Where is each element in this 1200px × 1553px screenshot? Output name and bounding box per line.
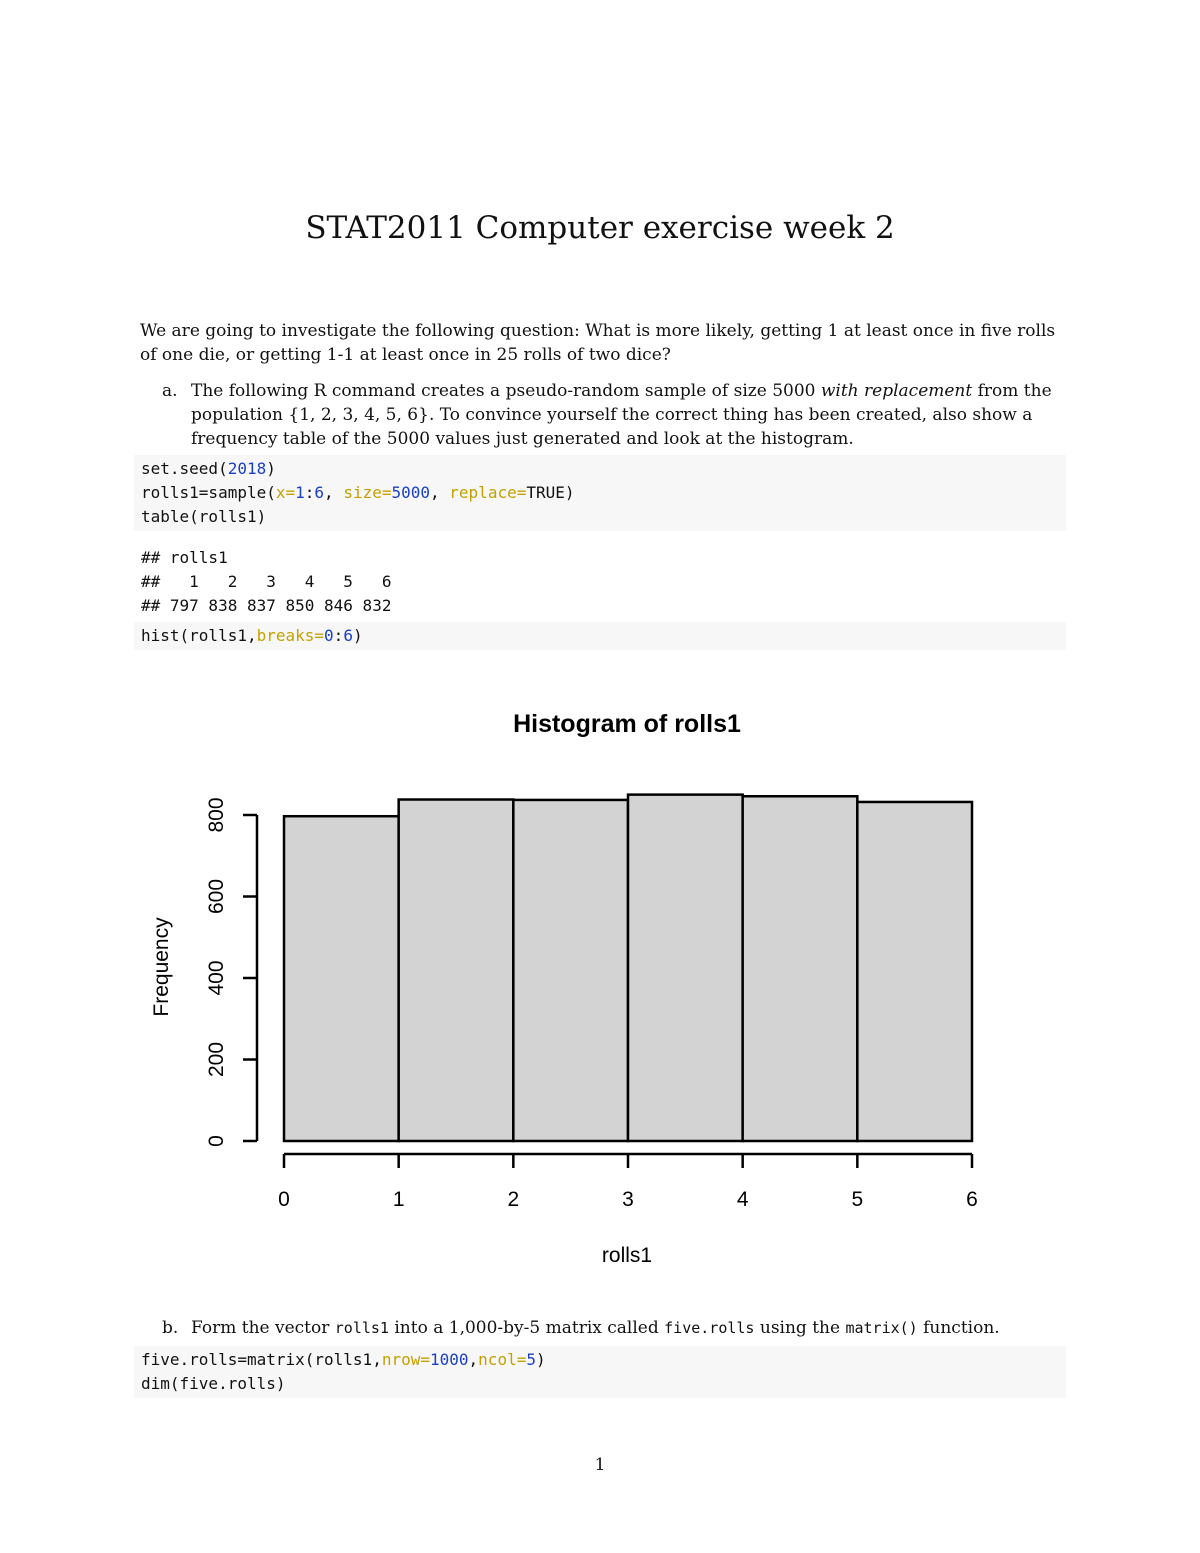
code-line: set.seed(2018) <box>141 459 276 478</box>
code-line: rolls1=sample(x=1:6, size=5000, replace=TRUE) <box>141 483 575 502</box>
chart-title: Histogram of rolls1 <box>513 710 741 738</box>
emphasis-text: with replacement <box>820 381 973 401</box>
histogram-bar <box>284 816 399 1141</box>
document-title: STAT2011 Computer exercise week 2 <box>305 210 895 246</box>
histogram-bar <box>857 802 972 1141</box>
item-a <box>162 379 1065 451</box>
code-line: table(rolls1) <box>141 507 267 526</box>
y-tick-label: 200 <box>205 1041 228 1078</box>
x-tick-label: 6 <box>966 1188 978 1211</box>
item-b <box>162 1316 1065 1340</box>
item-a-text: The following R command creates a pseudo-random sample of size 5000 with replacement from the population {1, 2, 3, 4, 5, 6}. To convince yourself the correct thing has been created, also show a frequency table of the 5000 values just generated and look at the histogram. <box>191 381 1052 449</box>
inline-code: matrix() <box>845 1319 918 1337</box>
histogram-bar <box>513 800 628 1141</box>
x-axis-label: rolls1 <box>601 1244 653 1267</box>
code-block-hist: hist(rolls1,breaks=0:6) <box>134 622 1066 650</box>
item-a-label: a. <box>162 381 178 401</box>
item-b-label: b. <box>162 1318 179 1338</box>
item-b-text: Form the vector rolls1 into a 1,000-by-5 matrix called five.rolls using the matrix() function. <box>191 1318 1000 1338</box>
output-line: ## 1 2 3 4 5 6 <box>141 572 392 591</box>
histogram-bar <box>399 800 514 1141</box>
code-line: five.rolls=matrix(rolls1,nrow=1000,ncol=5) <box>141 1350 546 1369</box>
x-tick-label: 2 <box>507 1188 520 1211</box>
histogram-chart <box>130 690 1030 1290</box>
inline-code: five.rolls <box>664 1319 755 1337</box>
x-tick-label: 5 <box>851 1188 864 1211</box>
output-line: ## rolls1 <box>141 548 228 567</box>
output-block-a <box>141 546 1041 618</box>
intro-paragraph: We are going to investigate the following question: What is more likely, getting 1 at least once in five rolls of one die, or getting 1-1 at least once in 25 rolls of two dice? <box>140 321 1056 365</box>
y-tick-label: 800 <box>205 797 228 833</box>
histogram-bar <box>743 796 858 1141</box>
page-number: 1 <box>594 1455 606 1475</box>
histogram-bar <box>628 795 743 1141</box>
output-line: ## 797 838 837 850 846 832 <box>141 596 392 615</box>
y-tick-label: 0 <box>205 1135 228 1147</box>
y-tick-label: 400 <box>205 960 228 996</box>
inline-code: rolls1 <box>334 1319 389 1337</box>
x-tick-label: 1 <box>392 1188 405 1211</box>
x-tick-label: 4 <box>736 1188 749 1211</box>
y-axis-label: Frequency <box>150 917 173 1017</box>
y-tick-label: 600 <box>205 878 228 915</box>
code-block-b <box>134 1346 1066 1398</box>
code-line: dim(five.rolls) <box>141 1374 286 1393</box>
x-tick-label: 0 <box>278 1188 290 1211</box>
code-block-a <box>134 455 1066 531</box>
x-tick-label: 3 <box>622 1188 634 1211</box>
